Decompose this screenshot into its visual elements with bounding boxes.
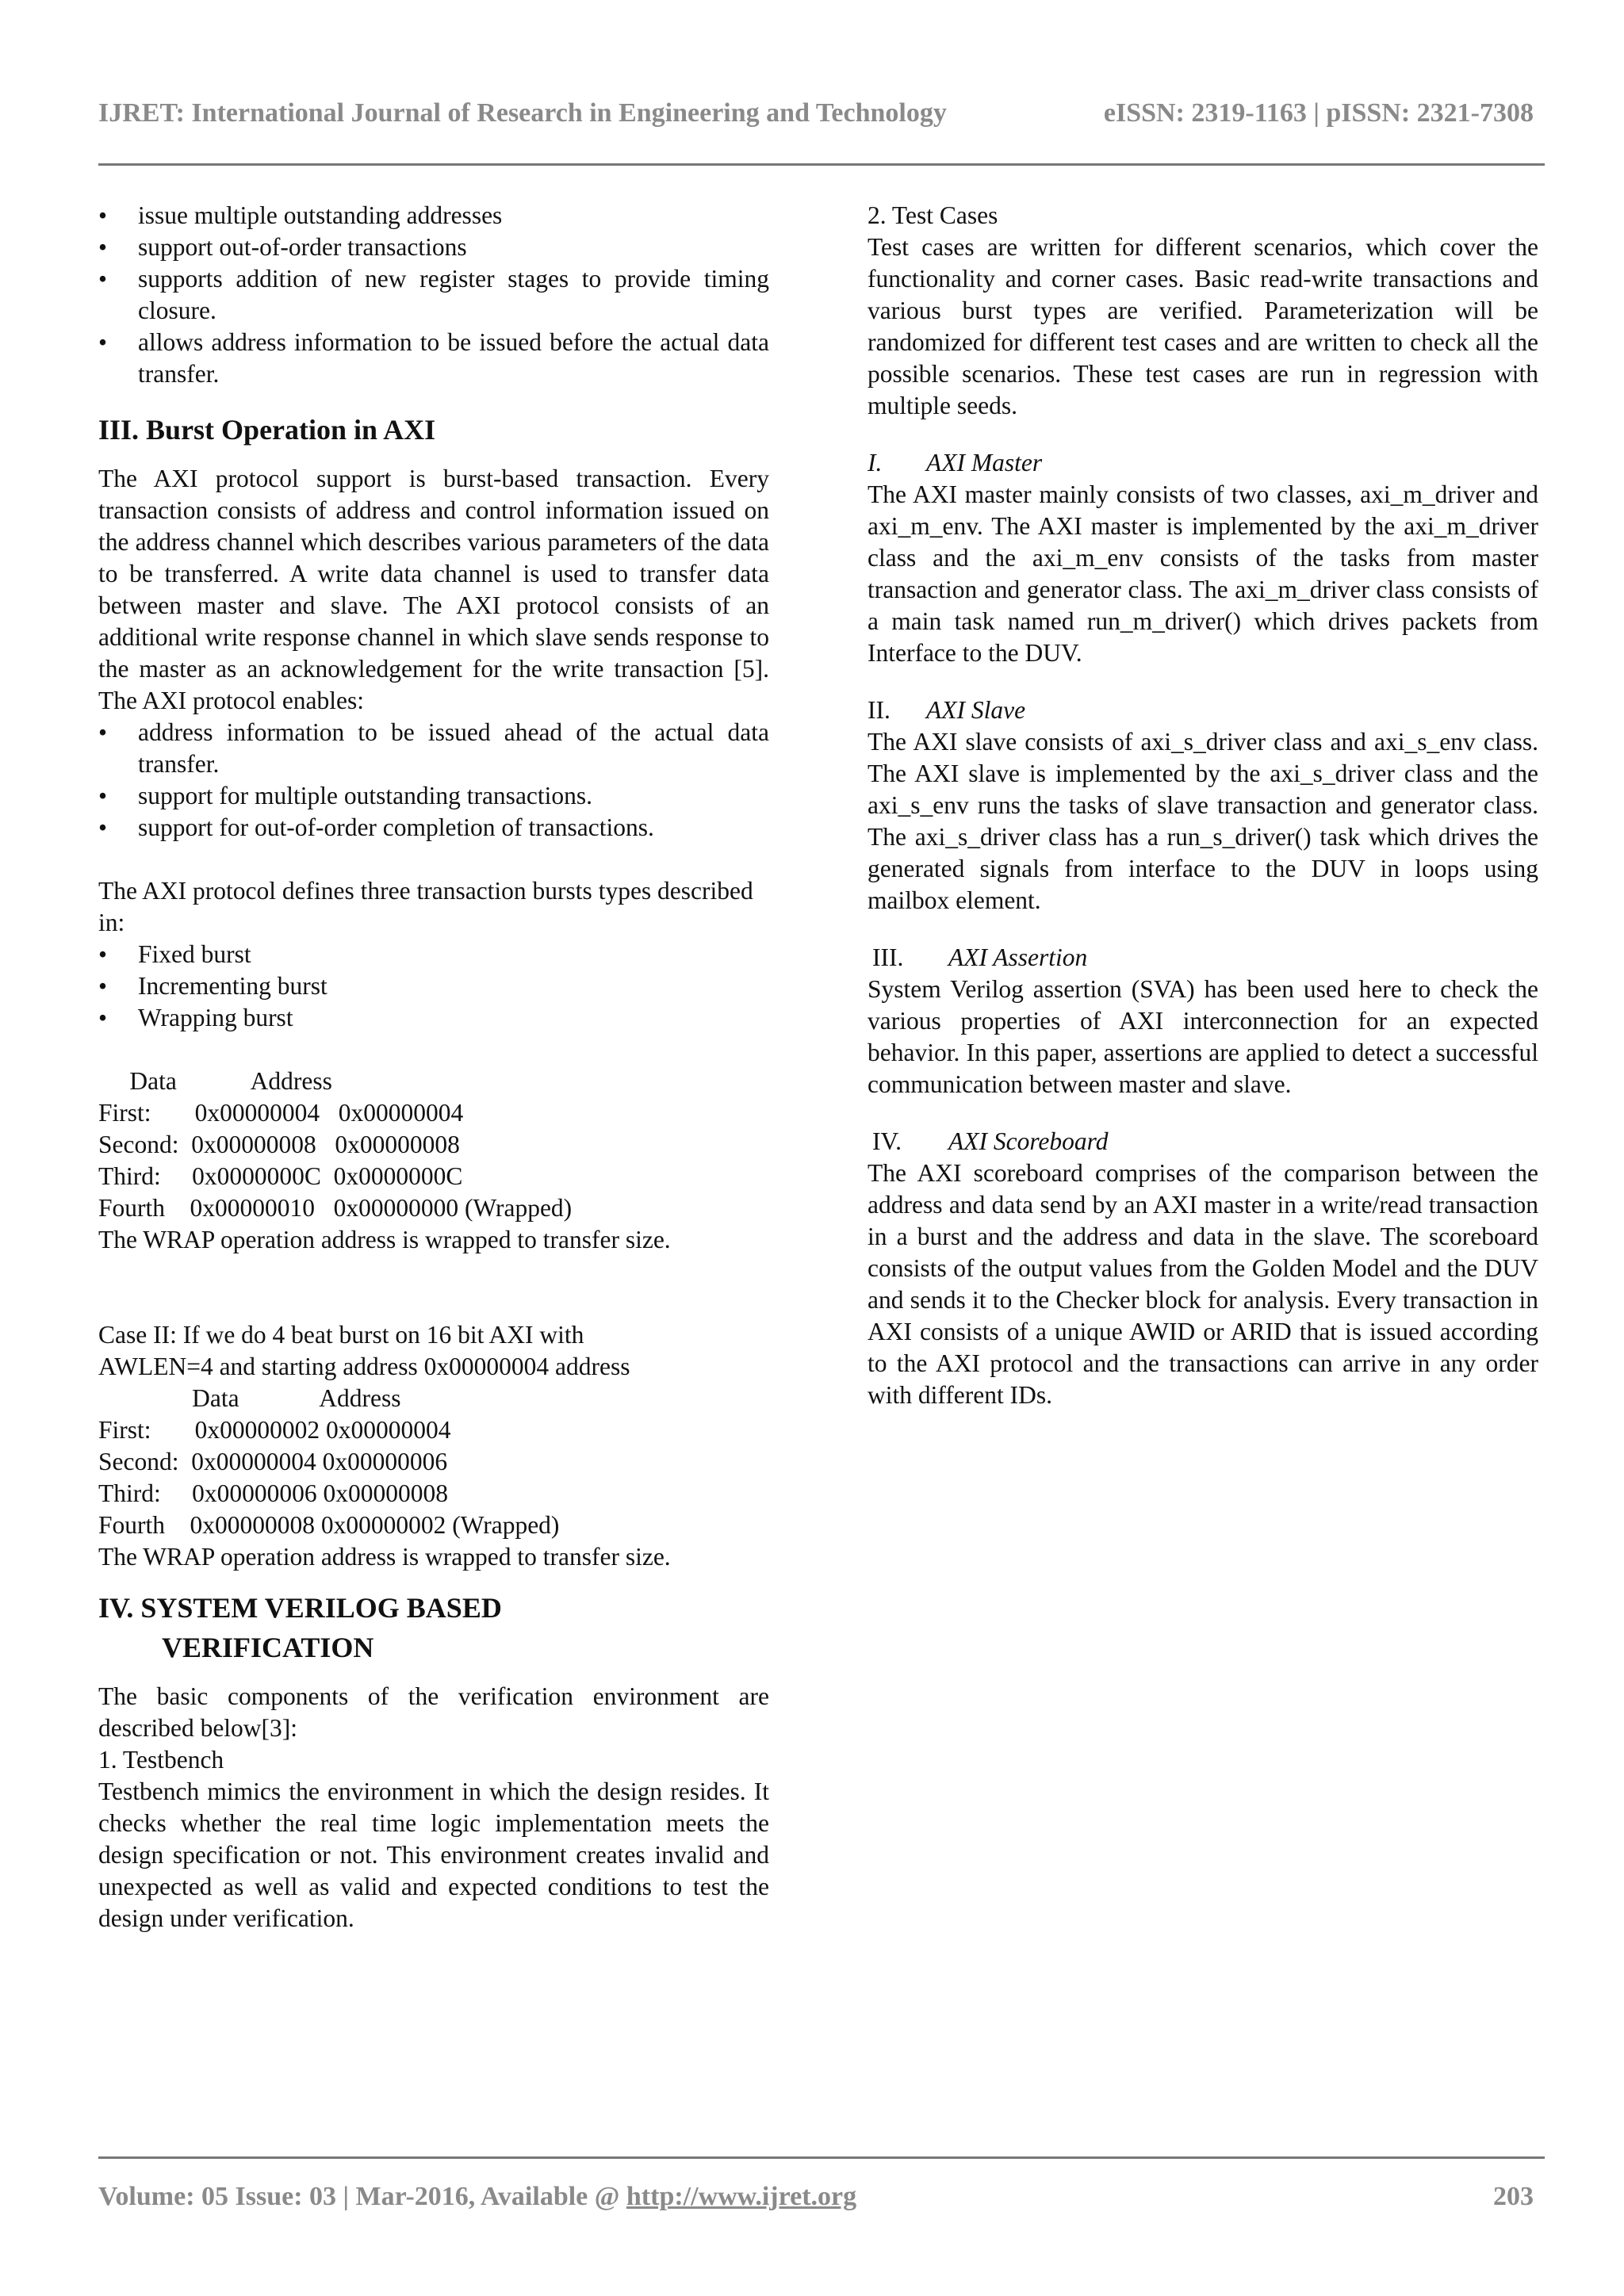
list-item: • address information to be issued ahead of the actual data transfer. xyxy=(98,717,769,780)
table-row: Second: 0x00000004 0x00000006 xyxy=(98,1448,448,1475)
testbench-paragraph: Testbench mimics the environment in which the design resides. It checks whether the real time logic implementation meets the design specification or not. This environment creates invalid and unexpected as well as valid and expected conditions to test the design under verification. xyxy=(98,1777,769,1932)
left-column xyxy=(98,200,769,1934)
subsection-heading-scoreboard xyxy=(868,1126,1538,1158)
subsection-title: AXI Slave xyxy=(926,696,1026,724)
subsection-heading-assertion xyxy=(868,942,1538,974)
table-row: Third: 0x0000000C 0x0000000C xyxy=(98,1162,463,1190)
case2-intro: Case II: If we do 4 beat burst on 16 bit AXI with xyxy=(98,1321,584,1349)
page-footer xyxy=(98,2182,1534,2217)
case2-intro-cont: AWLEN=4 and starting address 0x00000004 address xyxy=(98,1353,630,1380)
section-heading-verification-cont: VERIFICATION xyxy=(162,1632,374,1663)
table-row: Second: 0x00000008 0x00000008 xyxy=(98,1131,460,1158)
list-item: • supports addition of new register stages to provide timing closure. xyxy=(98,263,769,327)
feature-bullet-list xyxy=(98,200,769,390)
page-header xyxy=(98,98,1534,130)
subsection-number: IV. xyxy=(872,1127,902,1155)
master-paragraph: The AXI master mainly consists of two classes, axi_m_driver and axi_m_env. The AXI master is implemented by the axi_m_driver class and the axi_m_env consists of the tasks from master transaction and generator class. The axi_m_driver class consists of a main task named run_m_driver() which drives packets from Interface to the DUV. xyxy=(868,480,1538,667)
case1-note: The WRAP operation address is wrapped to transfer size. xyxy=(98,1226,671,1253)
verification-paragraph: The basic components of the verification environment are described below[3]: xyxy=(98,1682,769,1742)
burst-types-intro: The AXI protocol defines three transaction bursts types described in: xyxy=(98,877,753,936)
footer-volume xyxy=(98,2182,856,2212)
journal-title: IJRET: International Journal of Research in Engineering and Technology xyxy=(98,98,947,128)
scoreboard-paragraph: The AXI scoreboard comprises of the comparison between the address and data send by an AXI master in a write/read transaction in a burst and the address and data in the slave. The scoreboard consists of the output values from the Golden Model and the DUV and sends it to the Checker block for analysis. Every transaction in AXI consists of a unique AWID or ARID that is issued according to the AXI protocol and the transactions can arrive in any order with different IDs. xyxy=(868,1159,1538,1409)
list-item: • Wrapping burst xyxy=(98,1002,769,1034)
subsection-title: AXI Scoreboard xyxy=(948,1127,1109,1155)
subsection-heading-slave xyxy=(868,695,1538,726)
list-item: • support out-of-order transactions xyxy=(98,232,769,263)
subsection-number: I. xyxy=(868,449,883,476)
burst-types-list xyxy=(98,939,769,1034)
subsection-number: III. xyxy=(872,943,904,971)
testcases-paragraph: Test cases are written for different scenarios, which cover the functionality and corner cases. Basic read-write transactions and various burst types are verified. Parameterization will be randomized for different test cases and are written to check all the possible scenarios. These test cases are run in regression with multiple seeds. xyxy=(868,233,1538,419)
table-row: Fourth 0x00000010 0x00000000 (Wrapped) xyxy=(98,1194,573,1222)
table-row: Third: 0x00000006 0x00000008 xyxy=(98,1479,448,1507)
list-item: • support for multiple outstanding transactions. xyxy=(98,780,769,812)
burst-paragraph: The AXI protocol support is burst-based transaction. Every transaction consists of address and control information issued on the address channel which describes various parameters of the data to be transferred. A write data channel is used to transfer data between master and slave. The AXI protocol consists of an additional write response channel in which slave sends response to the master as an acknowledgement for the write transaction [5]. The AXI protocol enables: xyxy=(98,465,769,714)
header-rule xyxy=(98,163,1545,166)
subsection-title: AXI Assertion xyxy=(948,943,1088,971)
list-item: • support for out-of-order completion of transactions. xyxy=(98,812,769,844)
case2-note: The WRAP operation address is wrapped to transfer size. xyxy=(98,1543,671,1571)
subsection-heading-master xyxy=(868,447,1538,479)
section-heading-verification: IV. SYSTEM VERILOG BASED xyxy=(98,1592,502,1624)
table-row: First: 0x00000002 0x00000004 xyxy=(98,1416,451,1444)
table-row: Fourth 0x00000008 0x00000002 (Wrapped) xyxy=(98,1511,560,1539)
testbench-heading: 1. Testbench xyxy=(98,1746,224,1774)
list-item: • Incrementing burst xyxy=(98,970,769,1002)
list-item: • Fixed burst xyxy=(98,939,769,970)
list-item: • issue multiple outstanding addresses xyxy=(98,200,769,232)
footer-volume-text: Volume: 05 Issue: 03 | Mar-2016, Available @ xyxy=(98,2182,626,2211)
enables-bullet-list xyxy=(98,717,769,844)
subsection-title: AXI Master xyxy=(926,449,1043,476)
table-row: Data Address xyxy=(98,1384,401,1412)
issn-label: eISSN: 2319-1163 | pISSN: 2321-7308 xyxy=(1103,98,1534,128)
right-column xyxy=(868,200,1538,1411)
footer-rule xyxy=(98,2156,1545,2159)
page-number: 203 xyxy=(1493,2182,1534,2211)
assertion-paragraph: System Verilog assertion (SVA) has been used here to check the various properties of AXI interconnection for an expected behavior. In this paper, assertions are applied to detect a successful communication between master and slave. xyxy=(868,975,1538,1098)
table-row: First: 0x00000004 0x00000004 xyxy=(98,1099,464,1127)
testcases-heading: 2. Test Cases xyxy=(868,201,998,229)
section-heading-burst: III. Burst Operation in AXI xyxy=(98,414,436,446)
table-row: Data Address xyxy=(98,1067,332,1095)
subsection-number: II. xyxy=(868,696,891,724)
case2-table xyxy=(98,1383,769,1541)
journal-link[interactable]: http://www.ijret.org xyxy=(626,2182,857,2211)
case1-table xyxy=(98,1066,769,1224)
slave-paragraph: The AXI slave consists of axi_s_driver class and axi_s_env class. The AXI slave is implemented by the axi_s_driver class and the axi_s_env runs the tasks of slave transaction and generator class. The axi_s_driver class has a run_s_driver() task which drives the generated signals from interface to the DUV in loops using mailbox element. xyxy=(868,728,1538,914)
list-item: • allows address information to be issued before the actual data transfer. xyxy=(98,327,769,390)
